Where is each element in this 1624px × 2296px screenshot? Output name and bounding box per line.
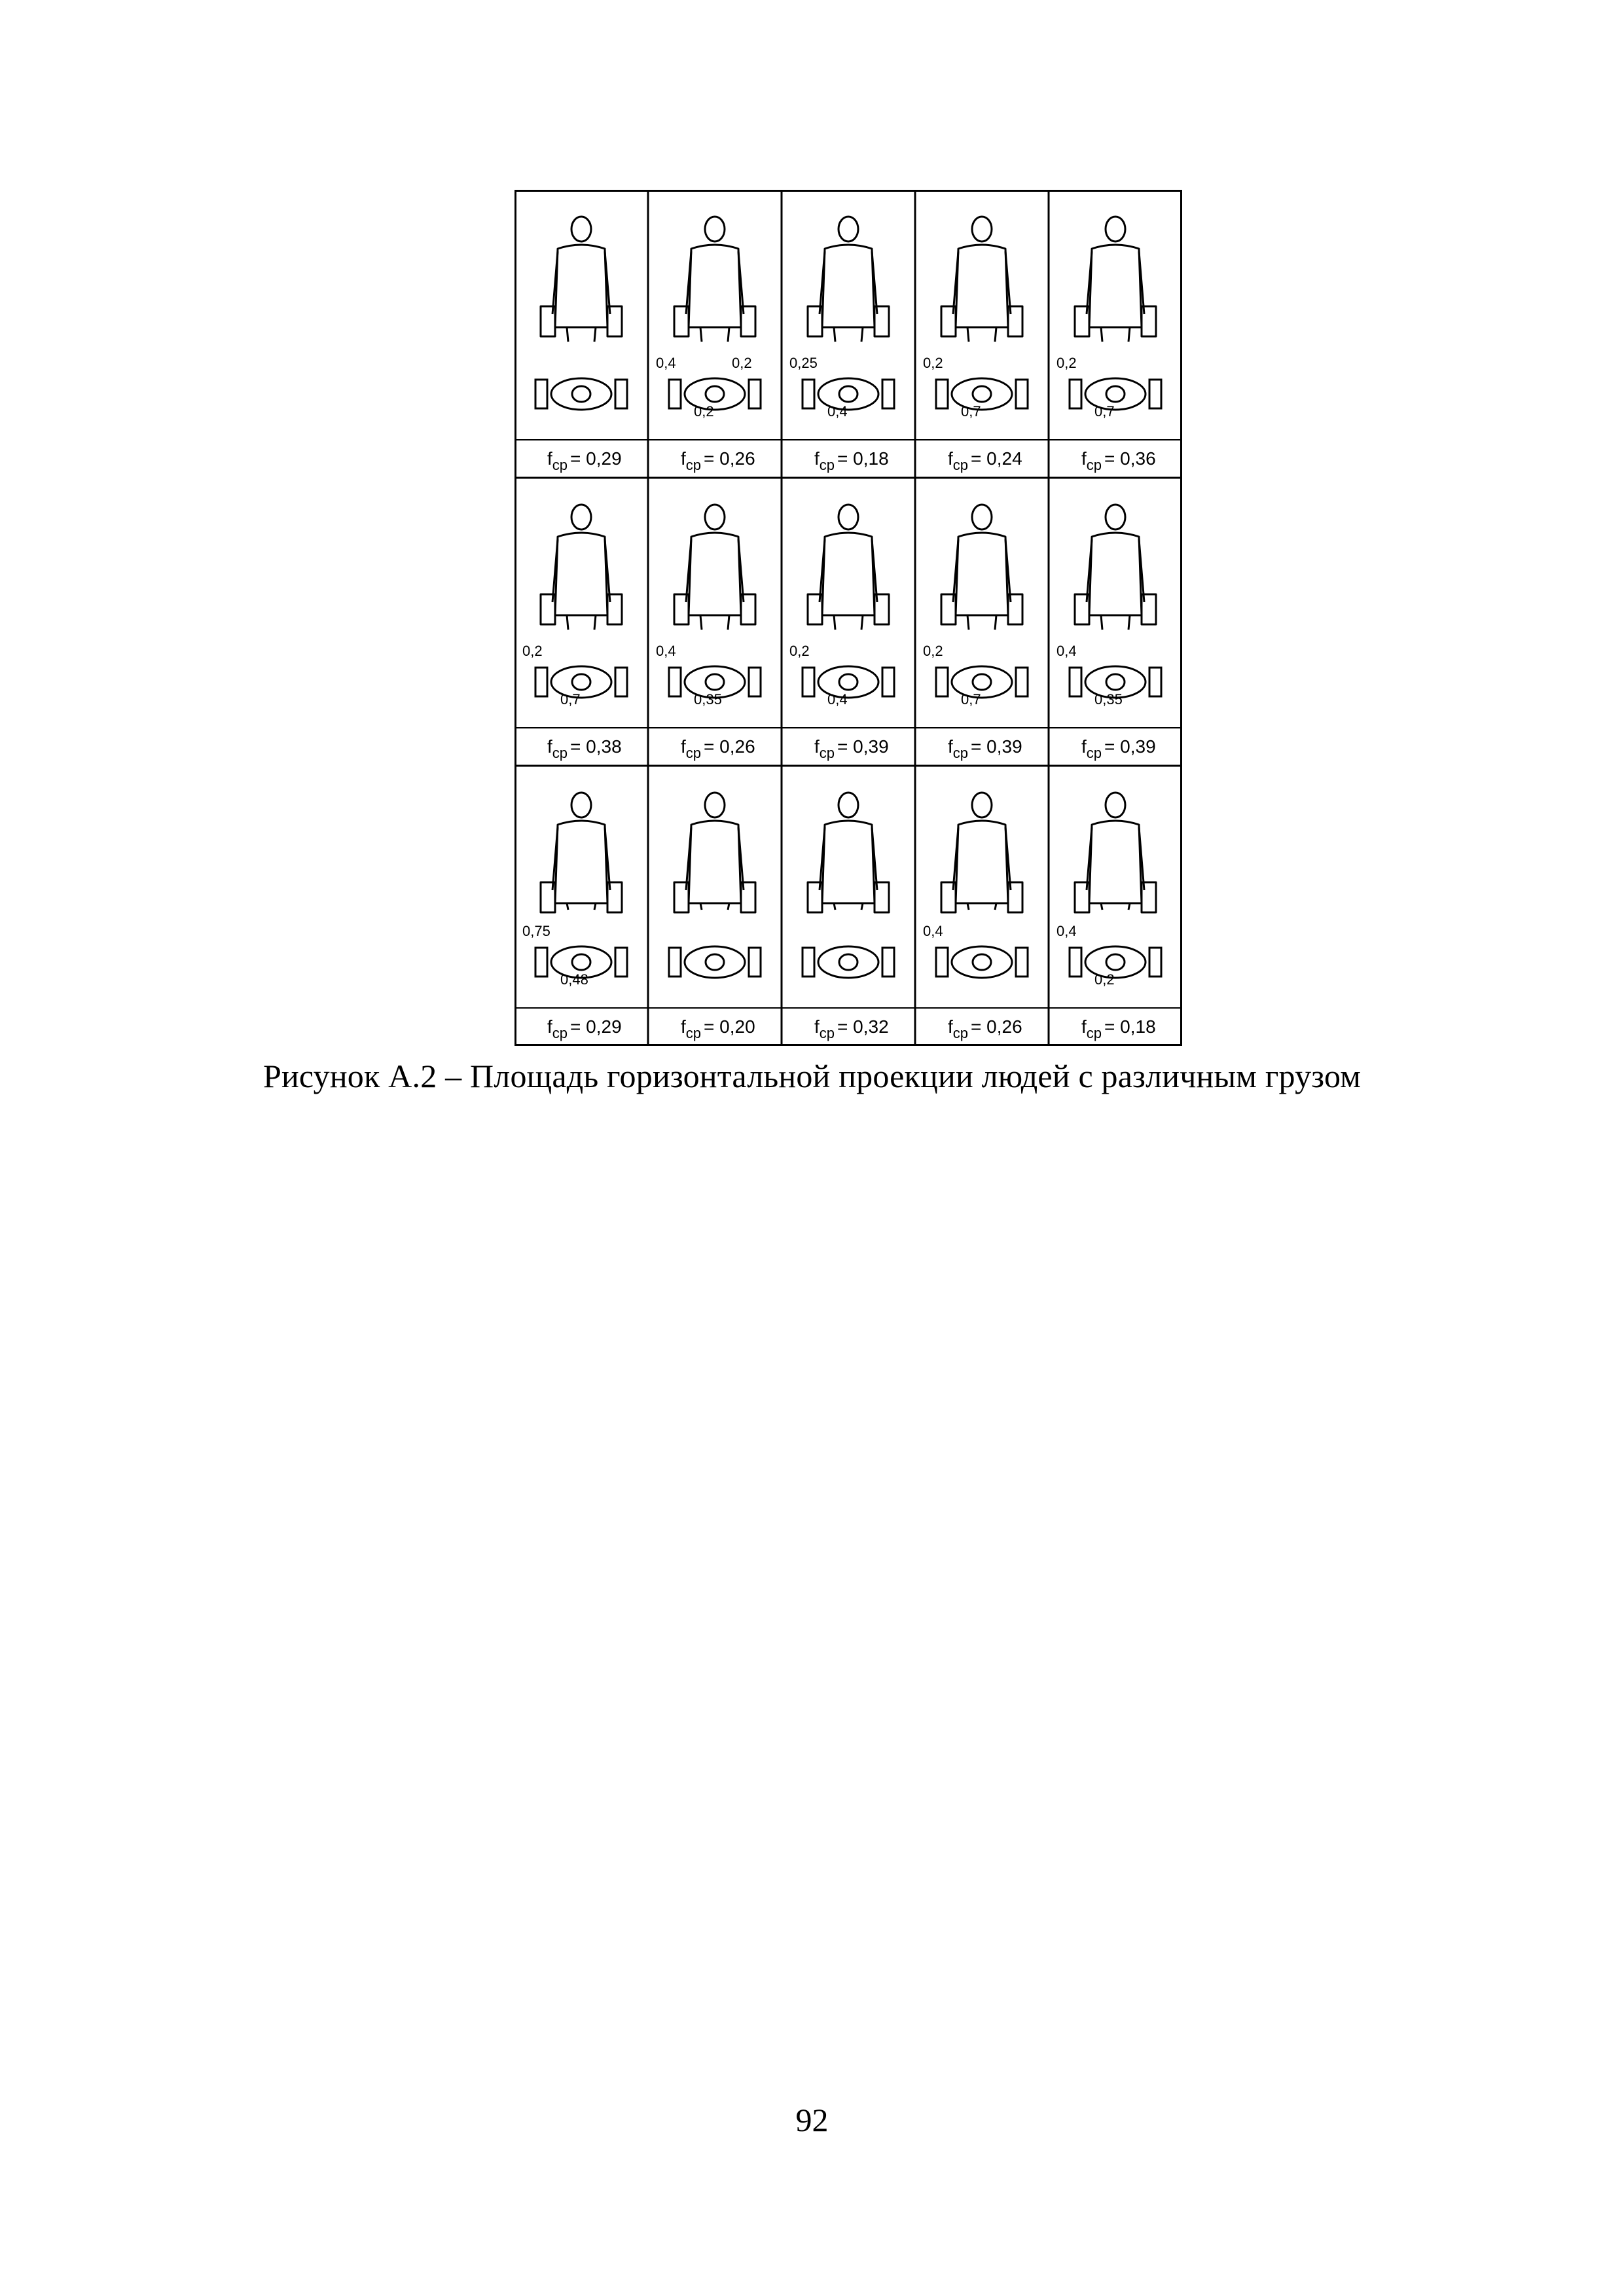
- dimension-label: 0,4: [827, 403, 848, 420]
- area-value-label: $f_{ср} = 0,39$: [814, 736, 889, 761]
- area-value-label: $f_{ср} = 0,20$: [681, 1016, 755, 1041]
- person-silhouette-icon: [941, 217, 1022, 342]
- area-value-label: $f_{ср} = 0,18$: [814, 448, 889, 473]
- person-silhouette-icon: [541, 793, 622, 912]
- plan-projection-icon: [669, 946, 761, 978]
- figure-cell: [789, 217, 894, 473]
- dimension-label: 0,4: [656, 643, 676, 659]
- person-silhouette-icon: [541, 505, 622, 630]
- figure-cell: [923, 217, 1028, 473]
- figure-cell: [522, 793, 627, 1041]
- plan-projection-icon: [535, 666, 627, 698]
- person-silhouette-icon: [808, 217, 889, 342]
- dimension-label: 0,2: [694, 403, 714, 420]
- page-number: 92: [795, 2102, 829, 2138]
- area-value-label: $f_{ср} = 0,32$: [814, 1016, 889, 1041]
- dimension-label: 0,2: [923, 355, 943, 371]
- dimension-label: 0,2: [732, 355, 752, 371]
- person-silhouette-icon: [808, 793, 889, 912]
- figure-cell: [1056, 793, 1161, 1041]
- person-silhouette-icon: [808, 505, 889, 630]
- person-silhouette-icon: [1075, 505, 1156, 630]
- dimension-label: 0,7: [961, 403, 981, 420]
- plan-projection-icon: [936, 946, 1028, 978]
- figure-caption: Рисунок А.2 – Площадь горизонтальной проекции людей с различным грузом: [262, 1058, 1362, 1094]
- area-value-label: $f_{ср} = 0,39$: [948, 736, 1022, 761]
- figure-cell: [656, 505, 761, 761]
- dimension-label: 0,75: [522, 923, 550, 939]
- figure-cell: [669, 793, 761, 1041]
- person-silhouette-icon: [941, 505, 1022, 630]
- figure-cell: [789, 505, 894, 761]
- figure-frame: [516, 191, 1182, 1045]
- dimension-label: 0,2: [1056, 355, 1077, 371]
- person-silhouette-icon: [674, 793, 755, 912]
- plan-projection-icon: [535, 378, 627, 410]
- person-silhouette-icon: [941, 793, 1022, 912]
- dimension-label: 0,7: [1094, 403, 1115, 420]
- person-silhouette-icon: [1075, 793, 1156, 912]
- plan-projection-icon: [936, 378, 1028, 410]
- area-value-label: $f_{ср} = 0,26$: [681, 448, 755, 473]
- figure-cell: [1056, 217, 1161, 473]
- area-value-label: $f_{ср} = 0,39$: [1081, 736, 1156, 761]
- figure-cell: [803, 793, 894, 1041]
- figure-grid: [514, 190, 1182, 1046]
- plan-projection-icon: [1070, 378, 1161, 410]
- dimension-label: 0,4: [656, 355, 676, 371]
- dimension-label: 0,25: [789, 355, 818, 371]
- plan-projection-icon: [936, 666, 1028, 698]
- figure-people-projections: [514, 190, 1624, 1046]
- area-value-label: $f_{ср} = 0,26$: [948, 1016, 1022, 1041]
- dimension-label: 0,4: [1056, 643, 1077, 659]
- dimension-label: 0,2: [789, 643, 810, 659]
- dimension-label: 0,35: [694, 691, 722, 708]
- dimension-label: 0,7: [961, 691, 981, 708]
- person-silhouette-icon: [674, 217, 755, 342]
- plan-projection-icon: [803, 946, 894, 978]
- figure-cell: [1056, 505, 1161, 761]
- dimension-label: 0,4: [827, 691, 848, 708]
- dimension-label: 0,48: [560, 971, 588, 988]
- person-silhouette-icon: [541, 217, 622, 342]
- person-silhouette-icon: [1075, 217, 1156, 342]
- area-value-label: $f_{ср} = 0,38$: [547, 736, 622, 761]
- figure-cell: [923, 793, 1028, 1041]
- area-value-label: $f_{ср} = 0,18$: [1081, 1016, 1156, 1041]
- figure-cell: [522, 505, 627, 761]
- plan-projection-icon: [803, 378, 894, 410]
- area-value-label: $f_{ср} = 0,24$: [948, 448, 1022, 473]
- dimension-label: 0,2: [522, 643, 543, 659]
- area-value-label: $f_{ср} = 0,26$: [681, 736, 755, 761]
- plan-projection-icon: [669, 378, 761, 410]
- dimension-label: 0,2: [1094, 971, 1115, 988]
- figure-cell: [923, 505, 1028, 761]
- dimension-label: 0,2: [923, 643, 943, 659]
- dimension-label: 0,4: [1056, 923, 1077, 939]
- area-value-label: $f_{ср} = 0,36$: [1081, 448, 1156, 473]
- area-value-label: $f_{ср} = 0,29$: [547, 1016, 622, 1041]
- plan-projection-icon: [1070, 946, 1161, 978]
- person-silhouette-icon: [674, 505, 755, 630]
- dimension-label: 0,35: [1094, 691, 1123, 708]
- figure-cell: [535, 217, 627, 473]
- plan-projection-icon: [803, 666, 894, 698]
- figure-cell: [656, 217, 761, 473]
- dimension-label: 0,7: [560, 691, 581, 708]
- area-value-label: $f_{ср} = 0,29$: [547, 448, 622, 473]
- dimension-label: 0,4: [923, 923, 943, 939]
